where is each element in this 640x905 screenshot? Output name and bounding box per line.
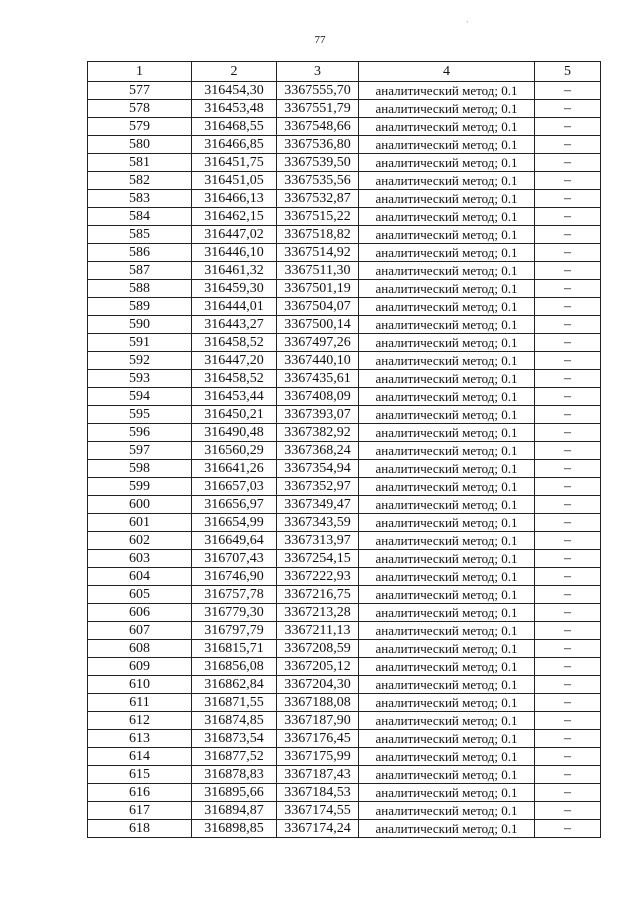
x-coordinate-cell: 316654,99 — [192, 514, 277, 532]
table-row — [88, 208, 601, 226]
point-number-cell: 577 — [88, 82, 192, 100]
x-coordinate-cell: 316873,54 — [192, 730, 277, 748]
error-cell: – — [535, 712, 601, 730]
point-number-cell: 608 — [88, 640, 192, 658]
point-number-cell: 613 — [88, 730, 192, 748]
table-row — [88, 352, 601, 370]
point-number-cell: 605 — [88, 586, 192, 604]
y-coordinate-cell: 3367175,99 — [277, 748, 359, 766]
point-number-cell: 609 — [88, 658, 192, 676]
error-cell: – — [535, 154, 601, 172]
y-coordinate-cell: 3367211,13 — [277, 622, 359, 640]
point-number-cell: 588 — [88, 280, 192, 298]
error-cell: – — [535, 676, 601, 694]
table-row — [88, 622, 601, 640]
point-number-cell: 615 — [88, 766, 192, 784]
x-coordinate-cell: 316856,08 — [192, 658, 277, 676]
table-row — [88, 748, 601, 766]
x-coordinate-cell: 316894,87 — [192, 802, 277, 820]
x-coordinate-cell: 316560,29 — [192, 442, 277, 460]
table-row — [88, 658, 601, 676]
point-number-cell: 602 — [88, 532, 192, 550]
method-cell: аналитический метод; 0.1 — [359, 766, 535, 784]
point-number-cell: 594 — [88, 388, 192, 406]
error-cell: – — [535, 532, 601, 550]
point-number-cell: 606 — [88, 604, 192, 622]
method-cell: аналитический метод; 0.1 — [359, 262, 535, 280]
point-number-cell: 583 — [88, 190, 192, 208]
x-coordinate-cell: 316862,84 — [192, 676, 277, 694]
y-coordinate-cell: 3367548,66 — [277, 118, 359, 136]
point-number-cell: 579 — [88, 118, 192, 136]
table-header-row — [88, 62, 601, 82]
method-cell: аналитический метод; 0.1 — [359, 82, 535, 100]
table-row — [88, 568, 601, 586]
table-row — [88, 82, 601, 100]
table-row — [88, 406, 601, 424]
y-coordinate-cell: 3367352,97 — [277, 478, 359, 496]
x-coordinate-cell: 316458,52 — [192, 370, 277, 388]
error-cell: – — [535, 172, 601, 190]
point-number-cell: 614 — [88, 748, 192, 766]
method-cell: аналитический метод; 0.1 — [359, 442, 535, 460]
point-number-cell: 586 — [88, 244, 192, 262]
table-row — [88, 766, 601, 784]
method-cell: аналитический метод; 0.1 — [359, 712, 535, 730]
point-number-cell: 591 — [88, 334, 192, 352]
y-coordinate-cell: 3367535,56 — [277, 172, 359, 190]
column-header-2: 2 — [192, 62, 277, 82]
error-cell: – — [535, 334, 601, 352]
x-coordinate-cell: 316649,64 — [192, 532, 277, 550]
table-row — [88, 640, 601, 658]
error-cell: – — [535, 784, 601, 802]
y-coordinate-cell: 3367343,59 — [277, 514, 359, 532]
error-cell: – — [535, 550, 601, 568]
x-coordinate-cell: 316454,30 — [192, 82, 277, 100]
table-row — [88, 676, 601, 694]
x-coordinate-cell: 316874,85 — [192, 712, 277, 730]
y-coordinate-cell: 3367187,90 — [277, 712, 359, 730]
error-cell: – — [535, 766, 601, 784]
error-cell: – — [535, 424, 601, 442]
error-cell: – — [535, 622, 601, 640]
error-cell: – — [535, 514, 601, 532]
table-row — [88, 334, 601, 352]
table-row — [88, 424, 601, 442]
method-cell: аналитический метод; 0.1 — [359, 658, 535, 676]
point-number-cell: 597 — [88, 442, 192, 460]
y-coordinate-cell: 3367440,10 — [277, 352, 359, 370]
method-cell: аналитический метод; 0.1 — [359, 460, 535, 478]
x-coordinate-cell: 316657,03 — [192, 478, 277, 496]
point-number-cell: 578 — [88, 100, 192, 118]
y-coordinate-cell: 3367500,14 — [277, 316, 359, 334]
table-row — [88, 514, 601, 532]
y-coordinate-cell: 3367435,61 — [277, 370, 359, 388]
x-coordinate-cell: 316468,55 — [192, 118, 277, 136]
method-cell: аналитический метод; 0.1 — [359, 352, 535, 370]
table-row — [88, 820, 601, 838]
y-coordinate-cell: 3367539,50 — [277, 154, 359, 172]
x-coordinate-cell: 316641,26 — [192, 460, 277, 478]
x-coordinate-cell: 316466,13 — [192, 190, 277, 208]
table-row — [88, 730, 601, 748]
method-cell: аналитический метод; 0.1 — [359, 694, 535, 712]
method-cell: аналитический метод; 0.1 — [359, 622, 535, 640]
x-coordinate-cell: 316451,05 — [192, 172, 277, 190]
point-number-cell: 617 — [88, 802, 192, 820]
error-cell: – — [535, 316, 601, 334]
y-coordinate-cell: 3367205,12 — [277, 658, 359, 676]
method-cell: аналитический метод; 0.1 — [359, 208, 535, 226]
table-row — [88, 532, 601, 550]
error-cell: – — [535, 370, 601, 388]
table-row — [88, 190, 601, 208]
error-cell: – — [535, 352, 601, 370]
error-cell: – — [535, 118, 601, 136]
error-cell: – — [535, 442, 601, 460]
table-row — [88, 136, 601, 154]
point-number-cell: 601 — [88, 514, 192, 532]
error-cell: – — [535, 244, 601, 262]
table-row — [88, 316, 601, 334]
error-cell: – — [535, 82, 601, 100]
x-coordinate-cell: 316453,44 — [192, 388, 277, 406]
method-cell: аналитический метод; 0.1 — [359, 604, 535, 622]
table-row — [88, 712, 601, 730]
x-coordinate-cell: 316878,83 — [192, 766, 277, 784]
y-coordinate-cell: 3367188,08 — [277, 694, 359, 712]
table-row — [88, 370, 601, 388]
point-number-cell: 595 — [88, 406, 192, 424]
x-coordinate-cell: 316707,43 — [192, 550, 277, 568]
method-cell: аналитический метод; 0.1 — [359, 388, 535, 406]
method-cell: аналитический метод; 0.1 — [359, 550, 535, 568]
method-cell: аналитический метод; 0.1 — [359, 316, 535, 334]
y-coordinate-cell: 3367204,30 — [277, 676, 359, 694]
error-cell: – — [535, 568, 601, 586]
method-cell: аналитический метод; 0.1 — [359, 370, 535, 388]
x-coordinate-cell: 316450,21 — [192, 406, 277, 424]
method-cell: аналитический метод; 0.1 — [359, 748, 535, 766]
x-coordinate-cell: 316746,90 — [192, 568, 277, 586]
y-coordinate-cell: 3367514,92 — [277, 244, 359, 262]
x-coordinate-cell: 316898,85 — [192, 820, 277, 838]
method-cell: аналитический метод; 0.1 — [359, 640, 535, 658]
point-number-cell: 612 — [88, 712, 192, 730]
method-cell: аналитический метод; 0.1 — [359, 334, 535, 352]
x-coordinate-cell: 316453,48 — [192, 100, 277, 118]
point-number-cell: 582 — [88, 172, 192, 190]
table-row — [88, 172, 601, 190]
y-coordinate-cell: 3367551,79 — [277, 100, 359, 118]
column-header-3: 3 — [277, 62, 359, 82]
method-cell: аналитический метод; 0.1 — [359, 676, 535, 694]
x-coordinate-cell: 316458,52 — [192, 334, 277, 352]
point-number-cell: 589 — [88, 298, 192, 316]
y-coordinate-cell: 3367497,26 — [277, 334, 359, 352]
error-cell: – — [535, 820, 601, 838]
x-coordinate-cell: 316443,27 — [192, 316, 277, 334]
table-row — [88, 280, 601, 298]
y-coordinate-cell: 3367213,28 — [277, 604, 359, 622]
point-number-cell: 598 — [88, 460, 192, 478]
y-coordinate-cell: 3367408,09 — [277, 388, 359, 406]
y-coordinate-cell: 3367518,82 — [277, 226, 359, 244]
x-coordinate-cell: 316444,01 — [192, 298, 277, 316]
table-row — [88, 478, 601, 496]
error-cell: – — [535, 586, 601, 604]
table-row — [88, 496, 601, 514]
point-number-cell: 587 — [88, 262, 192, 280]
y-coordinate-cell: 3367368,24 — [277, 442, 359, 460]
method-cell: аналитический метод; 0.1 — [359, 424, 535, 442]
method-cell: аналитический метод; 0.1 — [359, 226, 535, 244]
point-number-cell: 584 — [88, 208, 192, 226]
column-header-5: 5 — [535, 62, 601, 82]
error-cell: – — [535, 730, 601, 748]
y-coordinate-cell: 3367174,55 — [277, 802, 359, 820]
y-coordinate-cell: 3367184,53 — [277, 784, 359, 802]
x-coordinate-cell: 316757,78 — [192, 586, 277, 604]
point-number-cell: 592 — [88, 352, 192, 370]
point-number-cell: 581 — [88, 154, 192, 172]
point-number-cell: 599 — [88, 478, 192, 496]
method-cell: аналитический метод; 0.1 — [359, 496, 535, 514]
error-cell: – — [535, 262, 601, 280]
point-number-cell: 590 — [88, 316, 192, 334]
y-coordinate-cell: 3367222,93 — [277, 568, 359, 586]
x-coordinate-cell: 316446,10 — [192, 244, 277, 262]
table-row — [88, 154, 601, 172]
x-coordinate-cell: 316871,55 — [192, 694, 277, 712]
error-cell: – — [535, 460, 601, 478]
page-number: 77 — [314, 34, 326, 46]
point-number-cell: 604 — [88, 568, 192, 586]
table-row — [88, 118, 601, 136]
x-coordinate-cell: 316447,02 — [192, 226, 277, 244]
x-coordinate-cell: 316656,97 — [192, 496, 277, 514]
method-cell: аналитический метод; 0.1 — [359, 118, 535, 136]
y-coordinate-cell: 3367208,59 — [277, 640, 359, 658]
method-cell: аналитический метод; 0.1 — [359, 154, 535, 172]
table-row — [88, 388, 601, 406]
error-cell: – — [535, 478, 601, 496]
error-cell: – — [535, 280, 601, 298]
y-coordinate-cell: 3367393,07 — [277, 406, 359, 424]
error-cell: – — [535, 640, 601, 658]
table-row — [88, 694, 601, 712]
table-row — [88, 442, 601, 460]
column-header-4: 4 — [359, 62, 535, 82]
error-cell: – — [535, 100, 601, 118]
table-row — [88, 460, 601, 478]
method-cell: аналитический метод; 0.1 — [359, 586, 535, 604]
error-cell: – — [535, 226, 601, 244]
method-cell: аналитический метод; 0.1 — [359, 190, 535, 208]
table-row — [88, 262, 601, 280]
x-coordinate-cell: 316447,20 — [192, 352, 277, 370]
x-coordinate-cell: 316466,85 — [192, 136, 277, 154]
x-coordinate-cell: 316451,75 — [192, 154, 277, 172]
x-coordinate-cell: 316462,15 — [192, 208, 277, 226]
coordinates-table — [87, 61, 601, 838]
table-row — [88, 586, 601, 604]
error-cell: – — [535, 388, 601, 406]
table-row — [88, 784, 601, 802]
point-number-cell: 607 — [88, 622, 192, 640]
error-cell: – — [535, 298, 601, 316]
error-cell: – — [535, 496, 601, 514]
method-cell: аналитический метод; 0.1 — [359, 568, 535, 586]
table-row — [88, 226, 601, 244]
point-number-cell: 610 — [88, 676, 192, 694]
x-coordinate-cell: 316459,30 — [192, 280, 277, 298]
x-coordinate-cell: 316815,71 — [192, 640, 277, 658]
method-cell: аналитический метод; 0.1 — [359, 802, 535, 820]
y-coordinate-cell: 3367382,92 — [277, 424, 359, 442]
table-row — [88, 802, 601, 820]
y-coordinate-cell: 3367216,75 — [277, 586, 359, 604]
y-coordinate-cell: 3367254,15 — [277, 550, 359, 568]
table-row — [88, 100, 601, 118]
error-cell: – — [535, 406, 601, 424]
method-cell: аналитический метод; 0.1 — [359, 784, 535, 802]
y-coordinate-cell: 3367313,97 — [277, 532, 359, 550]
table-row — [88, 550, 601, 568]
error-cell: – — [535, 604, 601, 622]
method-cell: аналитический метод; 0.1 — [359, 532, 535, 550]
x-coordinate-cell: 316877,52 — [192, 748, 277, 766]
method-cell: аналитический метод; 0.1 — [359, 406, 535, 424]
y-coordinate-cell: 3367532,87 — [277, 190, 359, 208]
method-cell: аналитический метод; 0.1 — [359, 730, 535, 748]
x-coordinate-cell: 316490,48 — [192, 424, 277, 442]
method-cell: аналитический метод; 0.1 — [359, 280, 535, 298]
error-cell: – — [535, 802, 601, 820]
point-number-cell: 616 — [88, 784, 192, 802]
point-number-cell: 600 — [88, 496, 192, 514]
method-cell: аналитический метод; 0.1 — [359, 172, 535, 190]
point-number-cell: 611 — [88, 694, 192, 712]
point-number-cell: 618 — [88, 820, 192, 838]
point-number-cell: 585 — [88, 226, 192, 244]
y-coordinate-cell: 3367174,24 — [277, 820, 359, 838]
method-cell: аналитический метод; 0.1 — [359, 244, 535, 262]
error-cell: – — [535, 136, 601, 154]
x-coordinate-cell: 316779,30 — [192, 604, 277, 622]
table-row — [88, 244, 601, 262]
error-cell: – — [535, 658, 601, 676]
point-number-cell: 593 — [88, 370, 192, 388]
error-cell: – — [535, 208, 601, 226]
x-coordinate-cell: 316797,79 — [192, 622, 277, 640]
y-coordinate-cell: 3367536,80 — [277, 136, 359, 154]
x-coordinate-cell: 316461,32 — [192, 262, 277, 280]
point-number-cell: 603 — [88, 550, 192, 568]
method-cell: аналитический метод; 0.1 — [359, 298, 535, 316]
y-coordinate-cell: 3367555,70 — [277, 82, 359, 100]
y-coordinate-cell: 3367349,47 — [277, 496, 359, 514]
y-coordinate-cell: 3367501,19 — [277, 280, 359, 298]
method-cell: аналитический метод; 0.1 — [359, 820, 535, 838]
table-row — [88, 298, 601, 316]
table-body — [88, 82, 601, 838]
method-cell: аналитический метод; 0.1 — [359, 478, 535, 496]
method-cell: аналитический метод; 0.1 — [359, 514, 535, 532]
y-coordinate-cell: 3367511,30 — [277, 262, 359, 280]
y-coordinate-cell: 3367515,22 — [277, 208, 359, 226]
y-coordinate-cell: 3367176,45 — [277, 730, 359, 748]
y-coordinate-cell: 3367504,07 — [277, 298, 359, 316]
column-header-1: 1 — [88, 62, 192, 82]
error-cell: – — [535, 748, 601, 766]
error-cell: – — [535, 190, 601, 208]
x-coordinate-cell: 316895,66 — [192, 784, 277, 802]
method-cell: аналитический метод; 0.1 — [359, 136, 535, 154]
y-coordinate-cell: 3367187,43 — [277, 766, 359, 784]
stray-scan-mark: ˋ — [466, 20, 469, 29]
method-cell: аналитический метод; 0.1 — [359, 100, 535, 118]
error-cell: – — [535, 694, 601, 712]
table-row — [88, 604, 601, 622]
y-coordinate-cell: 3367354,94 — [277, 460, 359, 478]
point-number-cell: 580 — [88, 136, 192, 154]
point-number-cell: 596 — [88, 424, 192, 442]
